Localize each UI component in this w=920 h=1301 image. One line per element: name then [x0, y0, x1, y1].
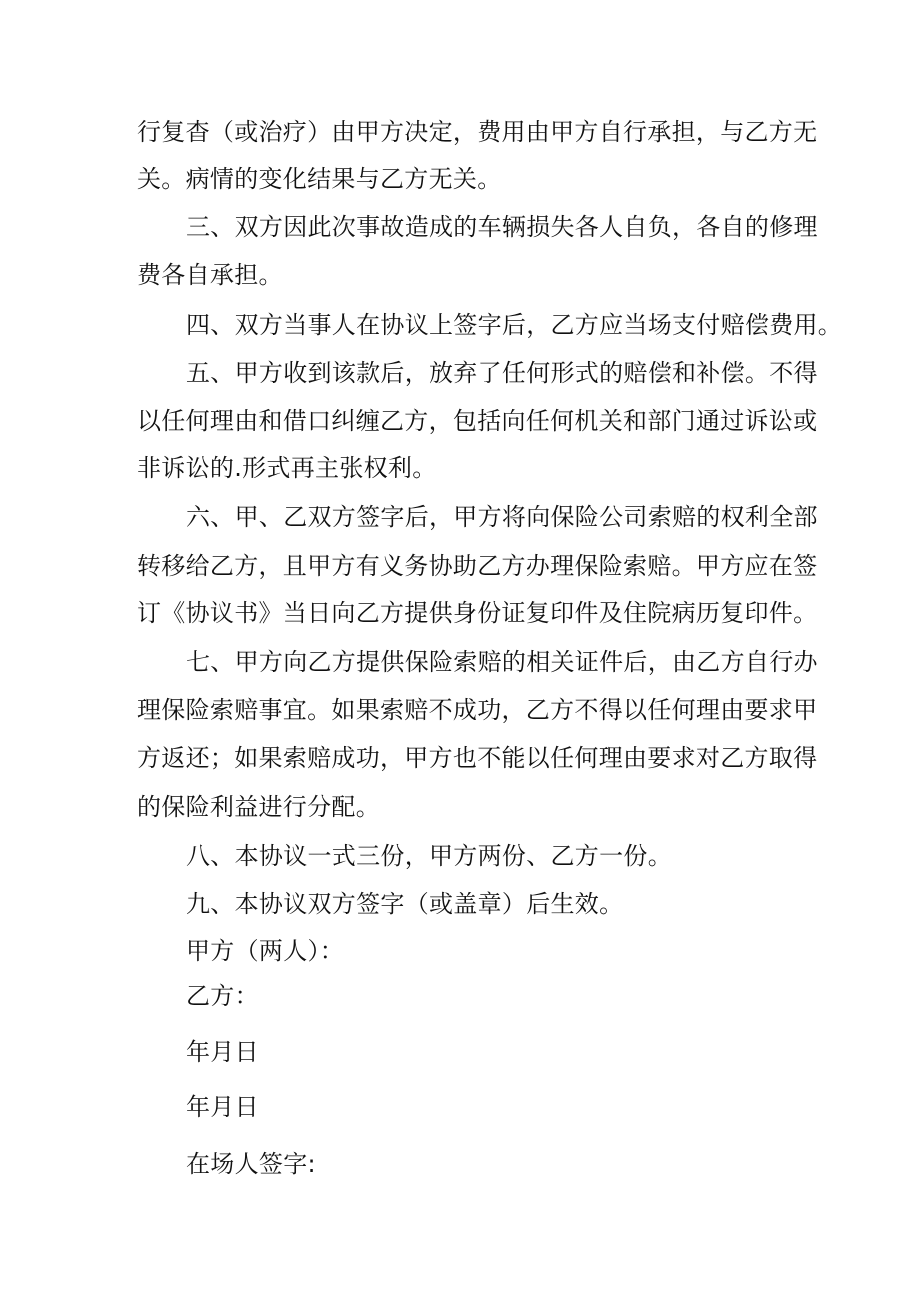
- party-a-signature-label: 甲方（两人）：: [186, 937, 345, 965]
- clause-7: 七、甲方向乙方提供保险索赔的相关证件后，由乙方自行办: [186, 648, 818, 676]
- date-line-a: 年月日: [186, 1038, 259, 1066]
- text-line: 转移给乙方，且甲方有义务协助乙方办理保险索赔。甲方应在签: [137, 552, 818, 580]
- clause-5: 五、甲方收到该款后，放弃了任何形式的赔偿和补偿。不得: [186, 359, 818, 387]
- clause-6: 六、甲、乙双方签字后，甲方将向保险公司索赔的权利全部: [186, 503, 818, 531]
- text-line: 理保险索赔事宜。如果索赔不成功，乙方不得以任何理由要求甲: [137, 696, 818, 724]
- clause-3: 三、双方因此次事故造成的车辆损失各人自负，各自的修理: [186, 213, 818, 241]
- text-line: 的保险利益进行分配。: [137, 793, 380, 821]
- text-line: 方返还；如果索赔成功，甲方也不能以任何理由要求对乙方取得: [137, 744, 818, 772]
- clause-9: 九、本协议双方签字（或盖章）后生效。: [186, 890, 624, 918]
- party-b-signature-label: 乙方：: [186, 982, 259, 1010]
- text-line: 以任何理由和借口纠缠乙方，包括向任何机关和部门通过诉讼或: [137, 407, 818, 435]
- text-line: 行复杳（或治疗）由甲方决定，费用由甲方自行承担，与乙方无: [137, 118, 818, 146]
- text-line: 费各自承担。: [137, 261, 283, 289]
- text-line: 非诉讼的.形式再主张权利。: [137, 454, 437, 482]
- clause-8: 八、本协议一式三份，甲方两份、乙方一份。: [186, 842, 672, 870]
- witness-signature-label: 在场人签字:: [186, 1150, 316, 1178]
- date-line-b: 年月日: [186, 1093, 259, 1121]
- clause-4: 四、双方当事人在协议上签字后，乙方应当场支付赔偿费用。: [186, 311, 843, 339]
- text-line: 订《协议书》当日向乙方提供身份证复印件及住院病历复印件。: [137, 599, 818, 627]
- text-line: 关。病情的变化结果与乙方无关。: [137, 165, 502, 193]
